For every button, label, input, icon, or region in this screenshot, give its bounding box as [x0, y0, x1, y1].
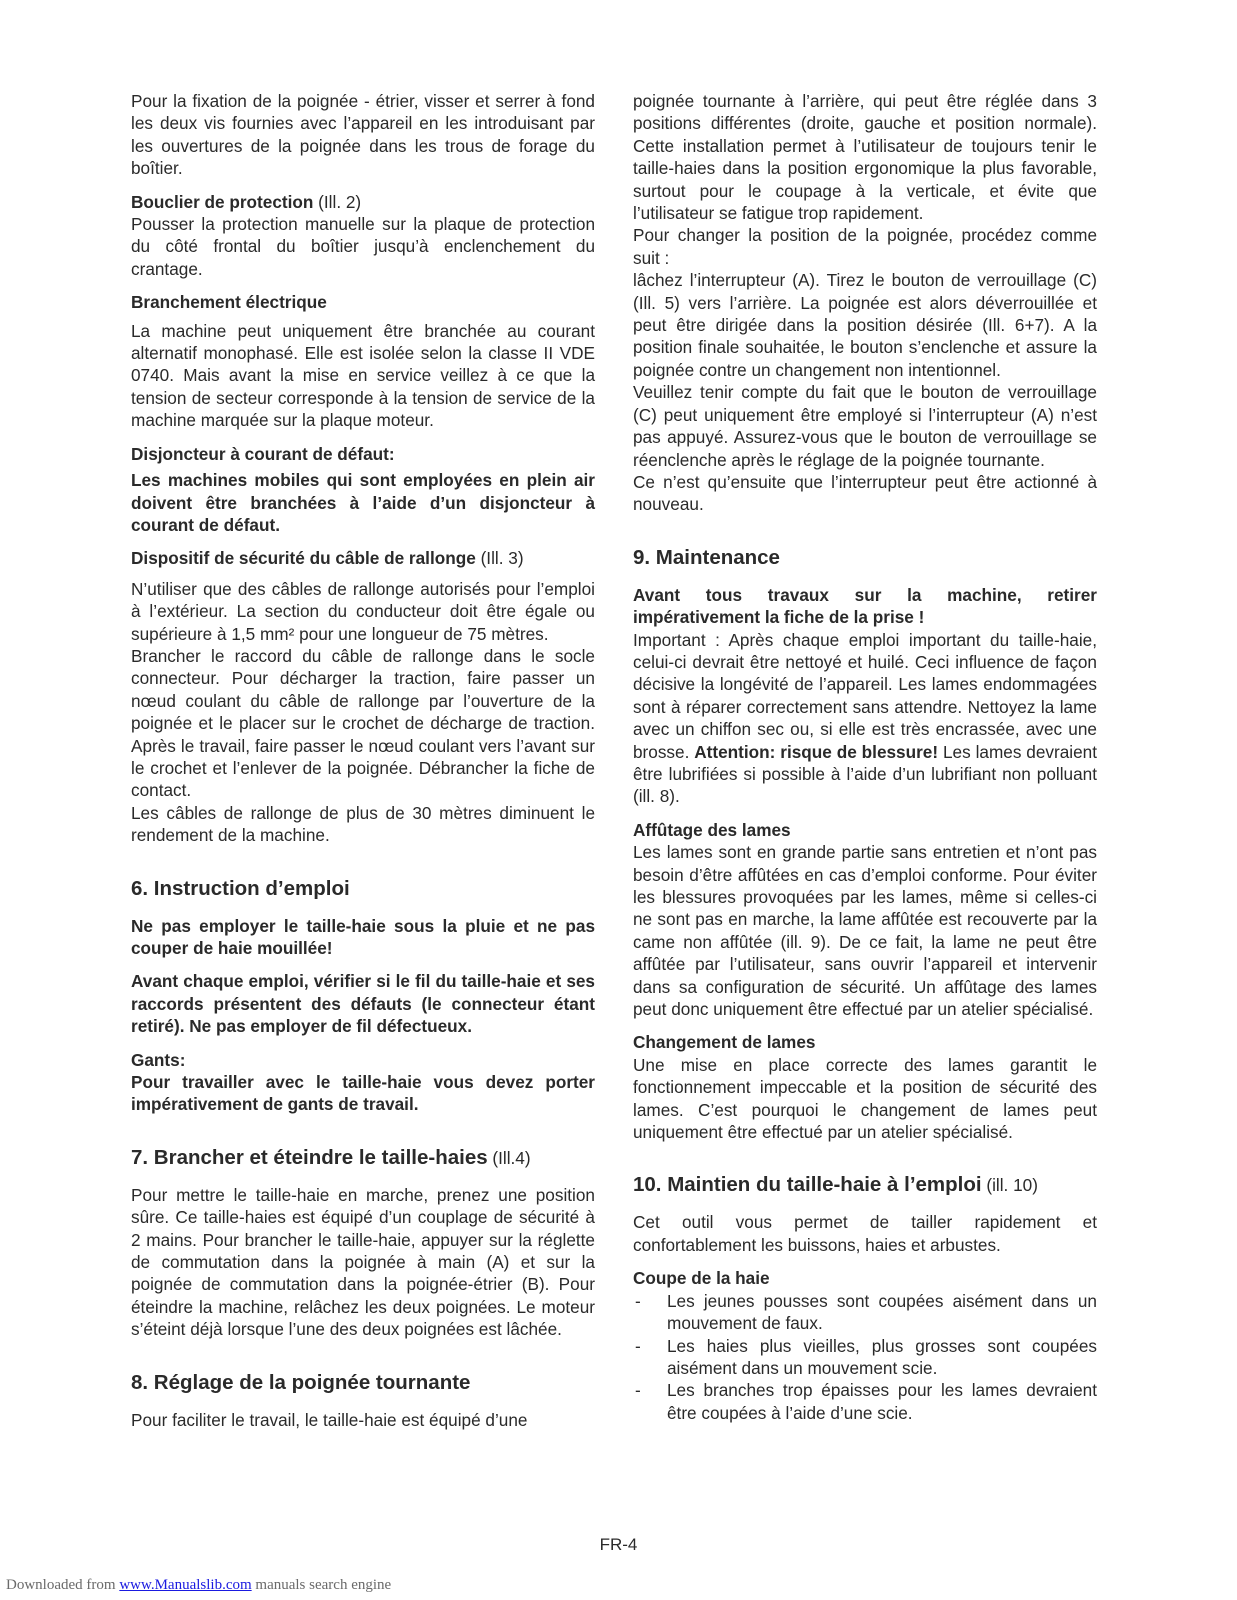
paragraph: Pour mettre le taille-haie en marche, prenez une position sûre. Ce taille-haies est équipé d’un couplage de sécurité à 2 mains. Pour brancher le taille-haie, appuyer sur la réglette de commutation dans la poignée à main (A) et sur la poignée de commutation dans la poignée-étrier (B). Pour éteindre la machine, relâchez les deux poignées. Le moteur s’éteint déjà lorsque l’une des deux poignées est lâchée. [131, 1184, 595, 1340]
section-heading: Branchement électrique [131, 292, 327, 313]
figure-ref: (Ill. 3) [475, 548, 524, 569]
left-column [131, 90, 595, 1431]
text-run: Les lames devraient être lubrifiées si possible à l’aide d’un lubrifiant non polluant (ill. 8). [633, 741, 1097, 807]
section-heading: Affûtage des lames [633, 819, 791, 840]
cable-section [131, 547, 595, 569]
warning-paragraph: Pour travailler avec le taille-haie vous devez porter impérativement de gants de travail. [131, 1072, 595, 1115]
section-title-text: 10. Maintien du taille-haie à l’emploi [633, 1173, 982, 1197]
list-item: - Les haies plus vieilles, plus grosses sont coupées aisément dans un mouvement scie. [633, 1335, 1097, 1380]
paragraph: N’utiliser que des câbles de rallonge autorisés pour l’emploi à l’extérieur. La section du conducteur doit être égale ou supérieure à 1,5 mm² pour une longueur de 75 mètres. [131, 578, 595, 644]
paragraph: Les lames sont en grande partie sans entretien et n’ont pas besoin d’être affûtées en cas d’emploi conforme. Pour éviter les blessures provoquées par les lames, même si celles-ci ne sont pas en marche, la lame affûtée est recouverte par la came non affûtée (ill. 9). De ce fait, la lame ne peut être affûtée par l’utilisateur, sans ouvrir l’appareil et intervenir dans sa configuration de sécurité. Un affûtage des lames peut donc uniquement être effectué par un atelier spécialisé. [633, 842, 1097, 1020]
paragraph: Pousser la protection manuelle sur la plaque de protection du côté frontal du boîtier jusqu’à enclenchement du crantage. [131, 214, 595, 279]
warning-inline: Attention: risque de blessure! [694, 741, 939, 762]
footer-prefix: Downloaded from [6, 1577, 120, 1593]
paragraph: Cet outil vous permet de tailler rapidement et confortablement les buissons, haies et arbustes. [633, 1212, 1097, 1255]
section-title-text: 7. Brancher et éteindre le taille-haies [131, 1145, 488, 1169]
right-column [633, 90, 1097, 1424]
section-heading: Disjoncteur à courant de défaut: [131, 443, 395, 464]
paragraph: Pour changer la position de la poignée, procédez comme suit : [633, 225, 1097, 268]
cut-list [633, 1290, 1097, 1424]
section-title [633, 1172, 1097, 1198]
warning-paragraph: Avant tous travaux sur la machine, retirer impérativement la fiche de la prise ! [633, 584, 1097, 628]
section-title: 8. Réglage de la poignée tournante [131, 1370, 471, 1394]
paragraph: La machine peut uniquement être branchée au courant alternatif monophasé. Elle est isolée selon la classe II VDE 0740. Mais avant la mise en service veillez à ce que la tension de secteur corresponde à la tension de service de la machine marquée sur la plaque moteur. [131, 320, 595, 431]
section-title: 9. Maintenance [633, 545, 780, 569]
section-title: 6. Instruction d’emploi [131, 876, 350, 900]
page-number: FR-4 [599, 1535, 638, 1554]
footer-suffix: manuals search engine [251, 1577, 392, 1593]
list-item: - Les branches trop épaisses pour les lames devraient être coupées à l’aide d’une scie. [633, 1379, 1097, 1424]
section-heading: Bouclier de protection [131, 191, 314, 212]
list-item: - Les jeunes pousses sont coupées aisément dans un mouvement de faux. [633, 1290, 1097, 1335]
warning-paragraph: Avant chaque emploi, vérifier si le fil du taille-haie et ses raccords présentent des défauts (le connecteur étant retiré). Ne pas employer de fil défectueux. [131, 971, 595, 1037]
section-heading: Coupe de la haie [633, 1268, 770, 1289]
paragraph: Veuillez tenir compte du fait que le bouton de verrouillage (C) peut uniquement être employé si l’interrupteur (A) n’est pas appuyé. Assurez-vous que le bouton de verrouillage se réenclenche après le réglage de la poignée tournante. [633, 382, 1097, 470]
download-footer [6, 1577, 391, 1594]
paragraph: Ce n’est qu’ensuite que l’interrupteur peut être actionné à nouveau. [633, 471, 1097, 515]
warning-paragraph: Les machines mobiles qui sont employées en plein air doivent être branchées à l’aide d’un disjoncteur à courant de défaut. [131, 470, 595, 535]
paragraph: lâchez l’interrupteur (A). Tirez le bouton de verrouillage (C) (Ill. 5) vers l’arrière. La poignée est alors déverrouillée et peut être dirigée dans la position désirée (Ill. 6+7). A la position finale souhaitée, le bouton s’enclenche et assure la poignée contre un changement non intentionnel. [633, 270, 1097, 380]
figure-ref: (Ill.4) [487, 1147, 531, 1168]
paragraph: Une mise en place correcte des lames garantit le fonctionnement impeccable et la position de sécurité des lames. C’est pourquoi le changement de lames peut uniquement être effectué par un atelier spécialisé. [633, 1054, 1097, 1143]
section-heading: Changement de lames [633, 1032, 816, 1053]
gloves-label: Gants: [131, 1049, 186, 1070]
figure-ref: (ill. 10) [981, 1175, 1038, 1196]
figure-ref: (Ill. 2) [313, 191, 362, 212]
paragraph [633, 629, 1097, 808]
warning-paragraph: Ne pas employer le taille-haie sous la pluie et ne pas couper de haie mouillée! [131, 915, 595, 958]
shield-section [131, 191, 595, 213]
section-heading: Dispositif de sécurité du câble de rallonge [131, 548, 476, 569]
paragraph: Pour la fixation de la poignée - étrier, visser et serrer à fond les deux vis fournies avec l’appareil en les introduisant par les ouvertures de la poignée dans les trous de forage du boîtier. [131, 91, 595, 179]
text-run: Important : Après chaque emploi important du taille-haie, celui-ci devrait être nettoyé et huilé. Ceci influence de façon décisive la longévité de l’appareil. Les lames endommagées sont à réparer correctement sans attendre. Nettoyez la lame avec un chiffon sec ou, si elle est très encrassée, avec une brosse. [633, 629, 1097, 762]
manualslib-link[interactable]: www.Manualslib.com [119, 1577, 252, 1593]
paragraph: Pour faciliter le travail, le taille-haie est équipé d’une [131, 1409, 528, 1430]
paragraph: Brancher le raccord du câble de rallonge dans le socle connecteur. Pour décharger la traction, faire passer un nœud coulant du câble de rallonge par l’ouverture de la poignée et le placer sur le crochet de décharge de traction. Après le travail, faire passer le nœud coulant vers l’avant sur le crochet et l’enlever de la poignée. Débrancher la fiche de contact. [131, 645, 595, 801]
paragraph: poignée tournante à l’arrière, qui peut être réglée dans 3 positions différentes (droite, gauche et position normale). Cette installation permet à l’utilisateur de toujours tenir le taille-haies dans la position ergonomique la plus favorable, surtout pour le coupage à la verticale, et évite que l’utilisateur se fatigue trop rapidement. [633, 91, 1097, 224]
section-title [131, 1145, 595, 1171]
paragraph: Les câbles de rallonge de plus de 30 mètres diminuent le rendement de la machine. [131, 802, 595, 846]
